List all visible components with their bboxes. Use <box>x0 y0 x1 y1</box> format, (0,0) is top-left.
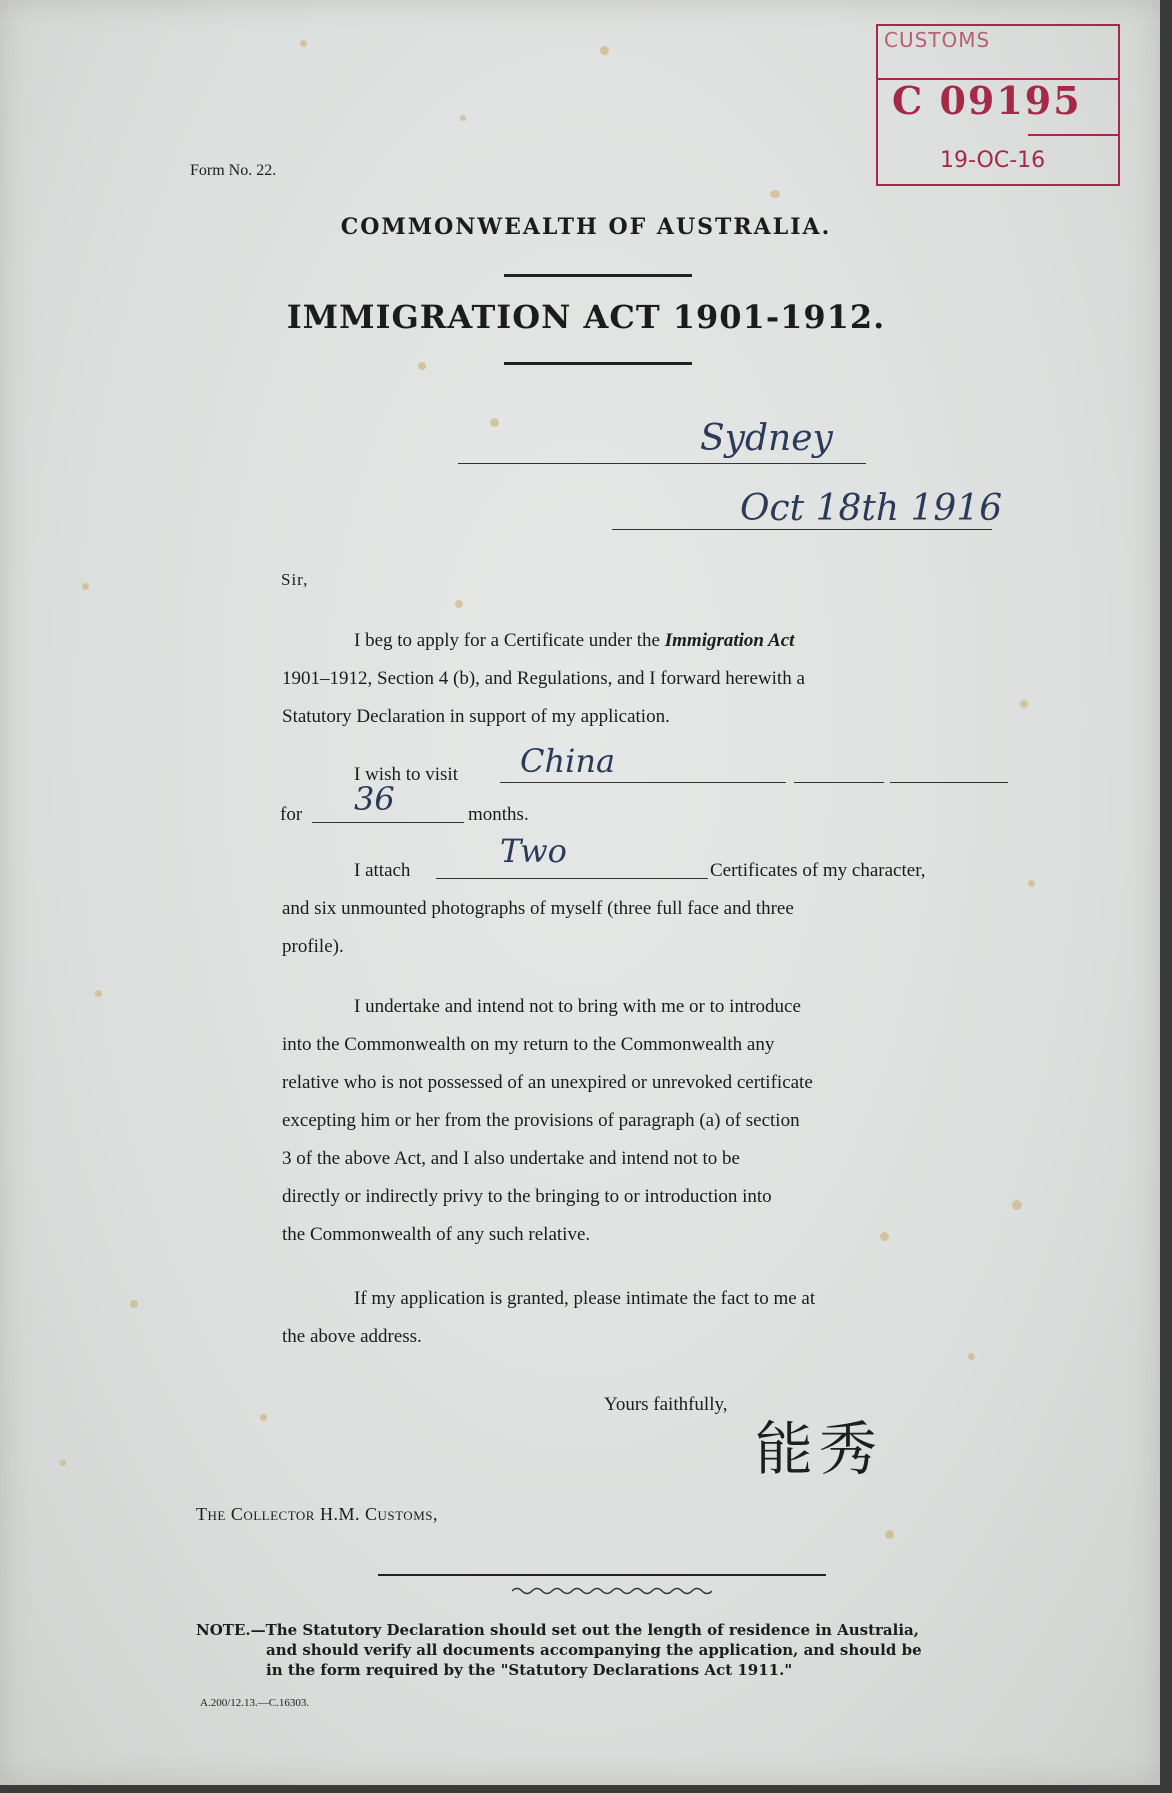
customs-stamp <box>876 24 1120 186</box>
paragraph-undertaking: I undertake and intend not to bring with me or to introduce into the Commonwealth on my return to the Commonwealth any relative who is not possessed of an unexpired or unrevoked certificate excepting him or her from the provisions of paragraph (a) of section 3 of the above Act, and I also undertake and intend not to be directly or indirectly privy to the bringing to or introduction into the Commonwealth of any such relative. <box>282 996 813 1245</box>
heading-immigration-act: IMMIGRATION ACT 1901-1912. <box>286 298 886 336</box>
addressee: The Collector H.M. Customs, <box>196 1504 438 1524</box>
attach-line2: and six unmounted photographs of myself (three full face and three <box>282 898 794 919</box>
stamp-date: 19-OC-16 <box>940 148 1046 173</box>
attach-line3: profile). <box>282 936 344 957</box>
wavy-divider <box>512 1586 712 1596</box>
duration-unit: months. <box>468 804 529 825</box>
date-handwritten: Oct 18th 1916 <box>740 488 1003 529</box>
heading-commonwealth: COMMONWEALTH OF AUSTRALIA. <box>340 214 832 240</box>
salutation: Sir, <box>281 570 309 589</box>
signature-chinese: 能秀 <box>755 1415 884 1483</box>
attach-count-handwritten: Two <box>500 832 567 870</box>
stamp-customs-text: CUSTOMS <box>884 28 991 52</box>
closing: Yours faithfully, <box>604 1394 728 1415</box>
duration-label: for <box>280 804 303 825</box>
duration-handwritten: 36 <box>354 780 395 818</box>
paragraph-intimate: If my application is granted, please intimate the fact to me at the above address. <box>282 1288 816 1347</box>
note-block: NOTE.—The Statutory Declaration should set out the length of residence in Australia, and should verify all documents accompanying the application, and should be in the form required by the "Statutory Declarations Act 1911." <box>196 1621 922 1679</box>
visit-label: I wish to visit <box>354 764 458 785</box>
attach-tail: Certificates of my character, <box>710 860 926 881</box>
attach-label: I attach <box>354 860 411 881</box>
stamp-number: C 09195 <box>892 78 1082 123</box>
form-number: Form No. 22. <box>190 162 277 179</box>
print-reference: A.200/12.13.—C.16303. <box>200 1697 310 1709</box>
paragraph-application: I beg to apply for a Certificate under the Immigration Act 1901–1912, Section 4 (b), and Regulations, and I forward herewith a Statutory Declaration in support of my application. <box>282 630 805 727</box>
place-handwritten: Sydney <box>700 418 833 459</box>
visit-country-handwritten: China <box>520 742 616 780</box>
